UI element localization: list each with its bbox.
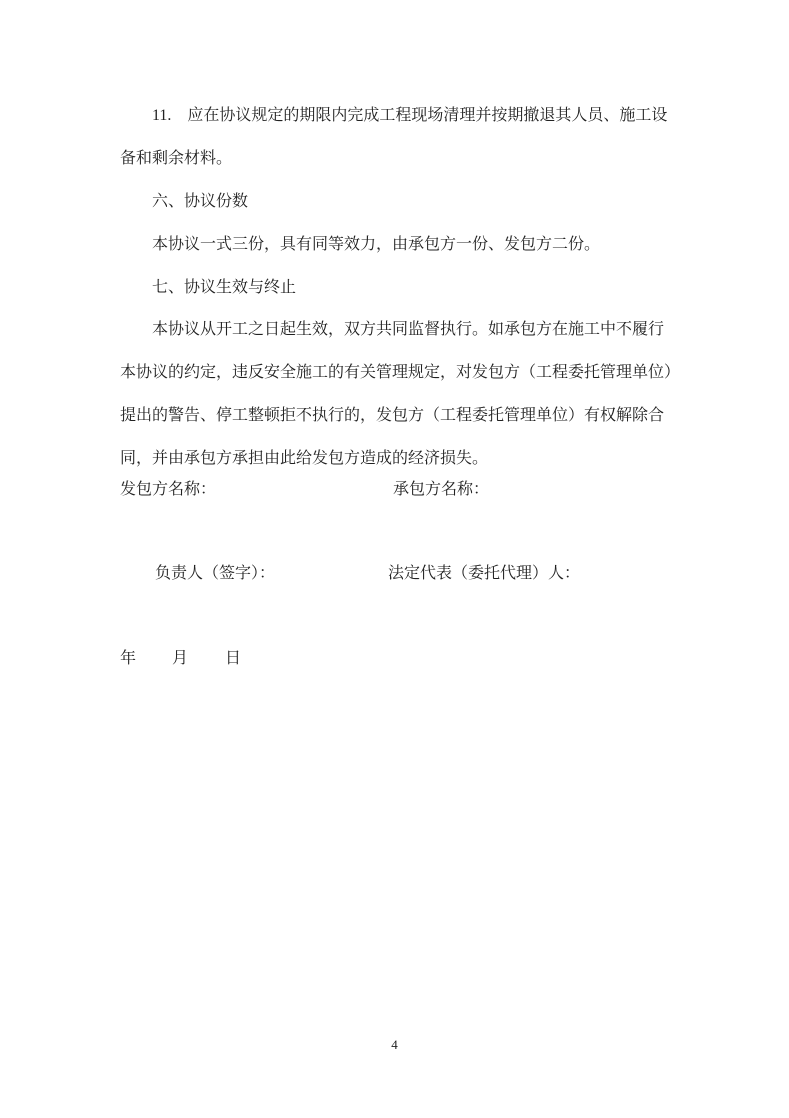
contractor-name-label: 承包方名称： <box>393 481 490 498</box>
date-year-label: 年 <box>120 650 137 667</box>
clause-11-line-1: 11. 应在协议规定的期限内完成工程现场清理并按期撤退其人员、施工设 <box>152 107 668 124</box>
section-7-body-line-3: 提出的警告、停工整顿拒不执行的，发包方（工程委托管理单位）有权解除合 <box>120 407 665 424</box>
date-month-label: 月 <box>172 650 189 667</box>
section-7-body-line-4: 同，并由承包方承担由此给发包方造成的经济损失。 <box>120 450 489 467</box>
section-7-heading: 七、协议生效与终止 <box>152 279 297 296</box>
section-6-body: 本协议一式三份，具有同等效力，由承包方一份、发包方二份。 <box>152 236 601 253</box>
page-number: 4 <box>391 1037 398 1052</box>
issuer-name-label: 发包方名称： <box>120 481 217 498</box>
clause-11-line-2: 备和剩余材料。 <box>120 150 233 167</box>
responsible-person-label: 负责人（签字）： <box>155 565 276 582</box>
date-day-label: 日 <box>225 650 242 667</box>
section-7-body-line-1: 本协议从开工之日起生效，双方共同监督执行。如承包方在施工中不履行 <box>152 321 665 338</box>
section-6-heading: 六、协议份数 <box>152 193 249 210</box>
section-7-body-line-2: 本协议的约定，违反安全施工的有关管理规定，对发包方（工程委托管理单位） <box>120 364 681 381</box>
legal-representative-label: 法定代表（委托代理）人： <box>388 565 581 582</box>
